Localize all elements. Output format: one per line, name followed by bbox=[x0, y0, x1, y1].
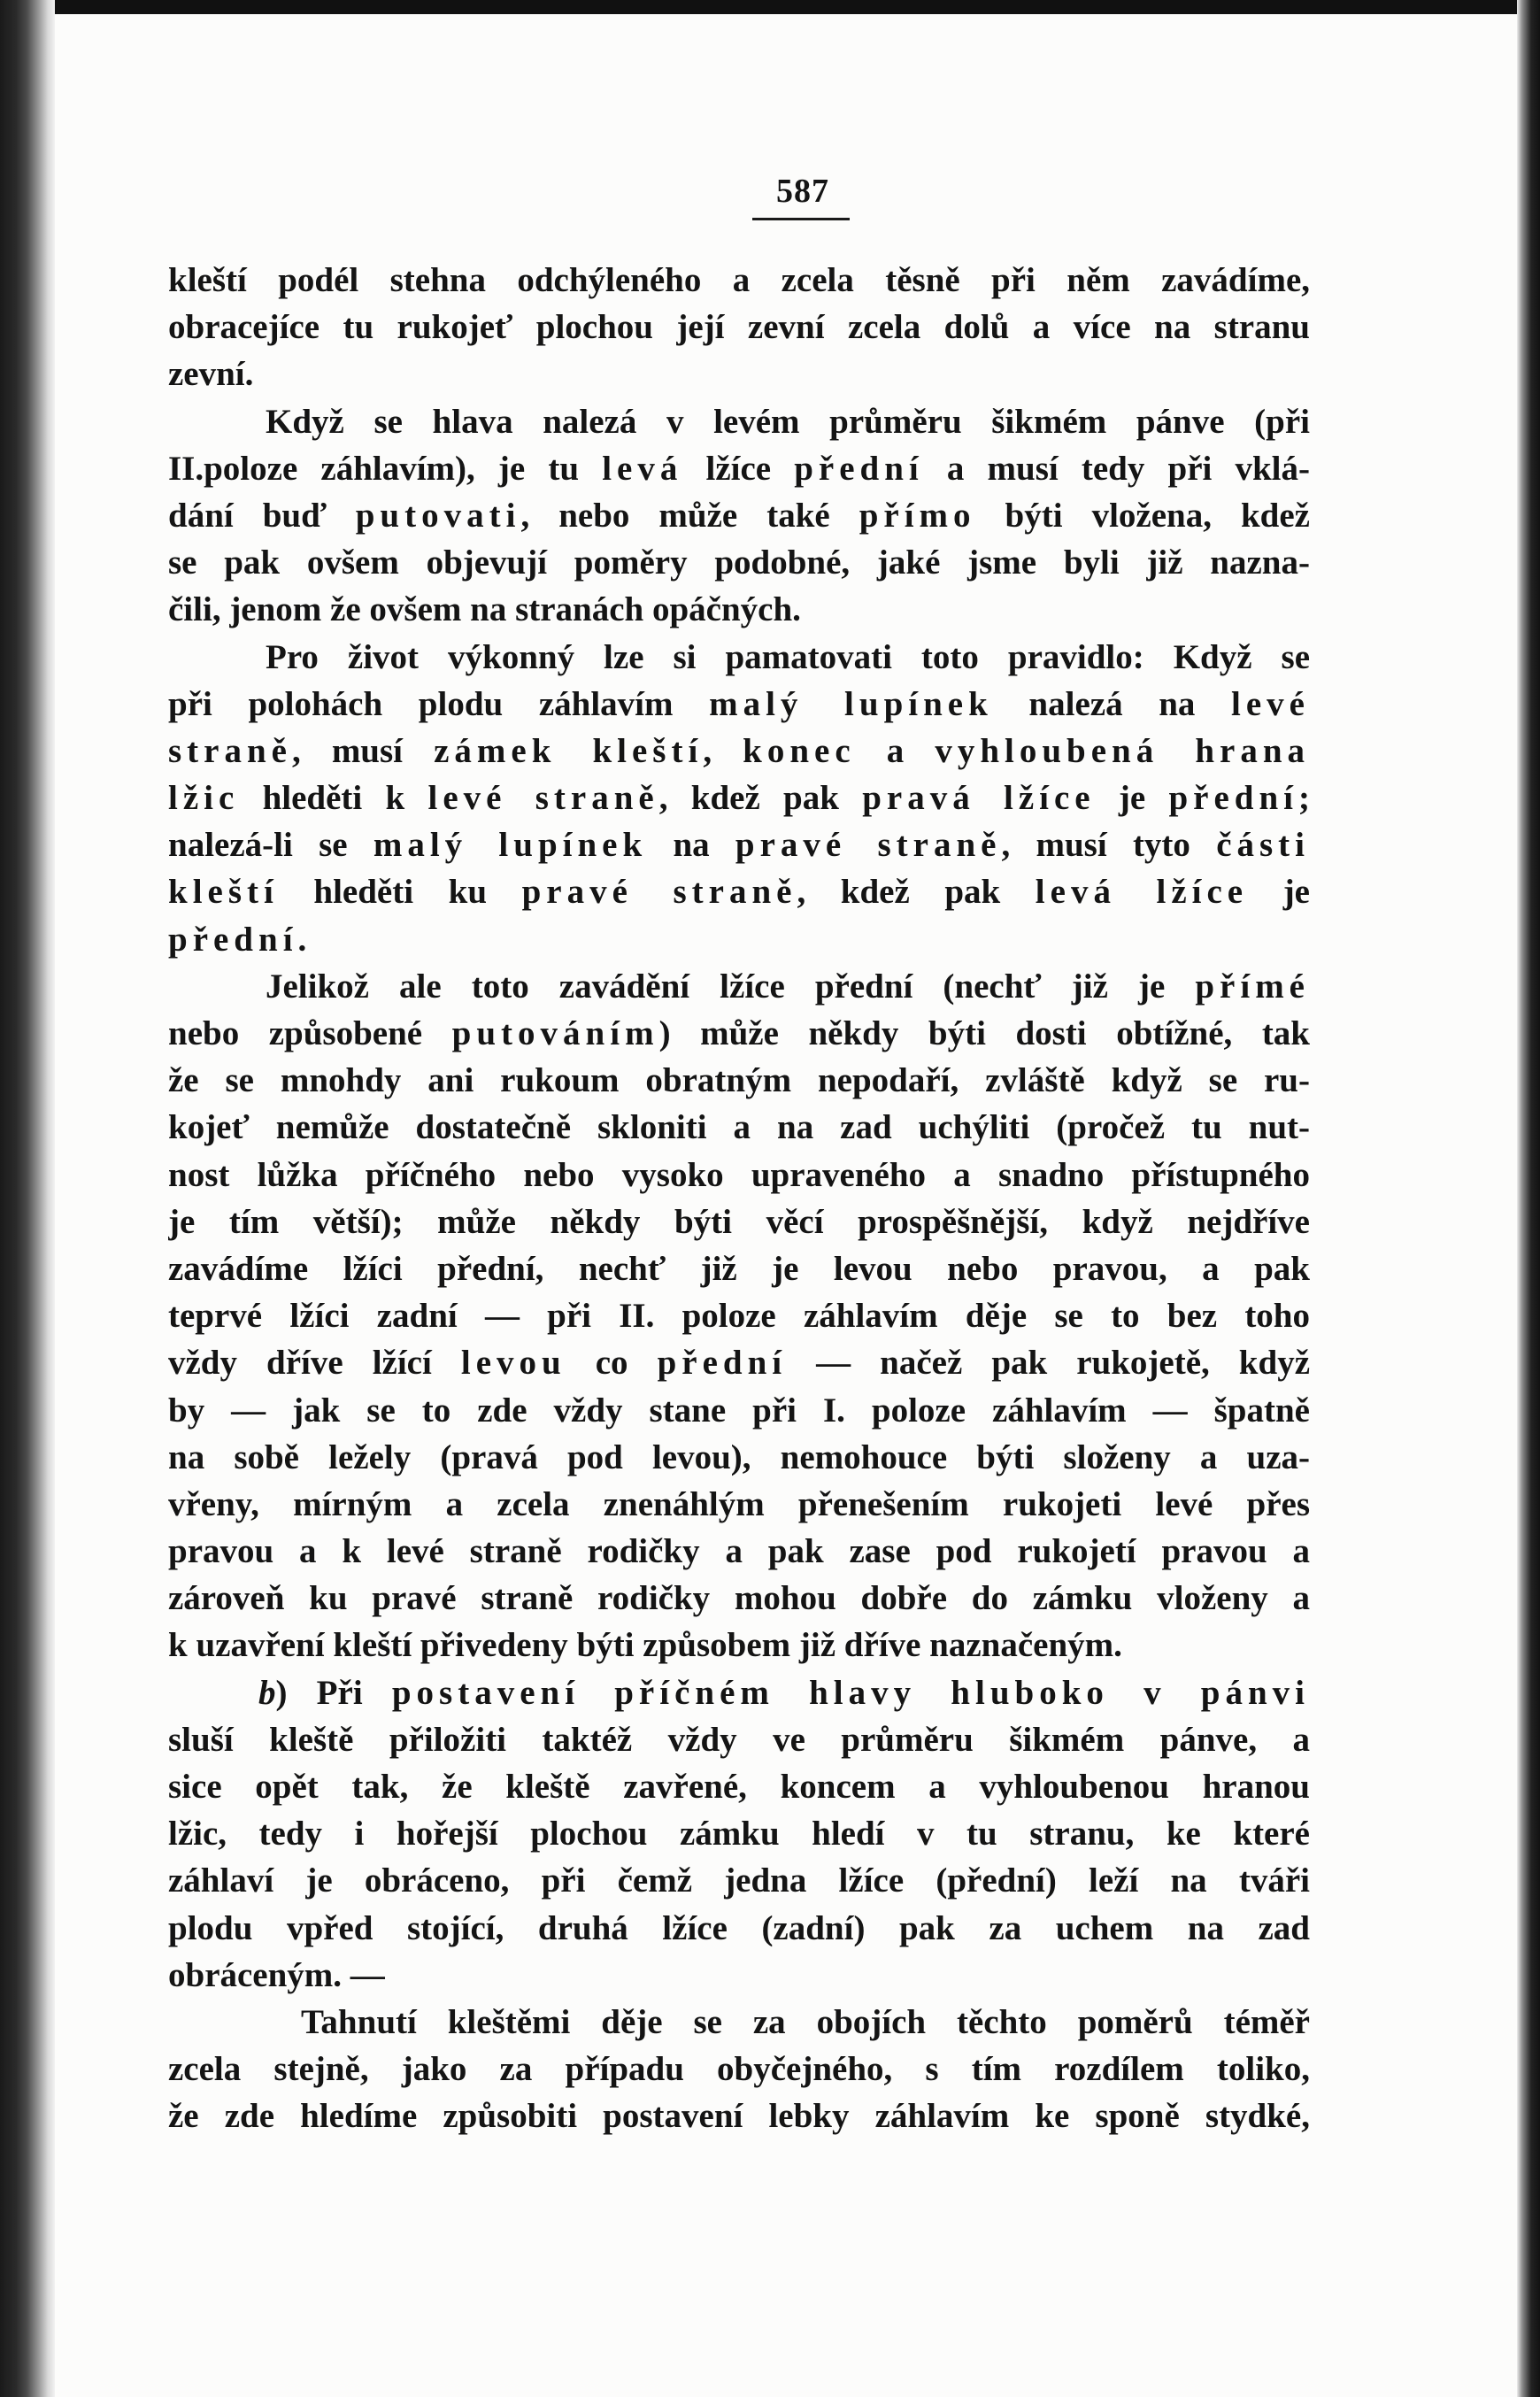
text-run: kleští podél stehna odchýleného a zcela těsně při něm zavádíme, bbox=[168, 261, 1310, 299]
text-line bbox=[168, 1104, 1310, 1151]
text-run: že zde hledíme způsobiti postavení lebky záhlavím ke sponě stydké, bbox=[168, 2097, 1310, 2136]
text-run: co bbox=[566, 1344, 658, 1383]
text-run: teprvé lžíci zadní — při II. poloze záhlavím děje se to bez toho bbox=[168, 1297, 1310, 1336]
text-run: čili, jenom že ovšem na stranách opáčných. bbox=[168, 590, 801, 629]
text-line bbox=[168, 257, 1310, 304]
text-run: nost lůžka příčného nebo vysoko upraveného a snadno přístupného bbox=[168, 1155, 1310, 1194]
spaced-emphasis-text: putovati bbox=[355, 496, 521, 535]
spaced-emphasis-text: zámek kleští bbox=[434, 731, 704, 770]
text-run: , kdež pak bbox=[797, 873, 1036, 912]
text-line bbox=[168, 1481, 1310, 1528]
text-line bbox=[168, 586, 1310, 633]
text-run: zavádíme lžíci přední, nechť již je levou nebo pravou, a pak bbox=[168, 1249, 1310, 1288]
text-line bbox=[168, 1152, 1310, 1198]
text-run: — načež pak rukojetě, když bbox=[787, 1344, 1310, 1383]
text-line bbox=[168, 681, 1310, 728]
text-line bbox=[168, 1339, 1310, 1386]
spaced-emphasis-text: části bbox=[1216, 826, 1310, 865]
spaced-emphasis-text: levá bbox=[602, 449, 683, 488]
text-line bbox=[168, 1810, 1310, 1857]
spaced-emphasis-text: levou bbox=[460, 1344, 566, 1383]
text-line bbox=[168, 1198, 1310, 1245]
text-run: kojeť nemůže dostatečně skloniti a na zad uchýliti (pročež tu nut- bbox=[168, 1108, 1310, 1147]
text-line bbox=[168, 351, 1310, 397]
text-run: lžíce bbox=[682, 449, 795, 488]
text-line bbox=[168, 1763, 1310, 1810]
text-line bbox=[168, 1292, 1310, 1339]
text-line bbox=[168, 1857, 1310, 1904]
text-line bbox=[168, 1245, 1310, 1292]
text-line bbox=[168, 2046, 1310, 2093]
text-run: ) Při bbox=[275, 1673, 392, 1712]
text-run: dání buď bbox=[168, 496, 356, 535]
text-line bbox=[168, 1952, 1310, 1999]
text-run: a bbox=[855, 731, 936, 770]
spaced-emphasis-text: pravá lžíce bbox=[862, 779, 1096, 818]
spaced-emphasis-text: přímé bbox=[1195, 967, 1310, 1006]
spaced-emphasis-text: malý lupínek bbox=[709, 684, 993, 723]
text-line bbox=[168, 868, 1310, 915]
text-line bbox=[168, 1434, 1310, 1481]
body-text bbox=[168, 257, 1310, 2140]
page-number-underline bbox=[752, 218, 850, 220]
spaced-emphasis-text: levá lžíce bbox=[1035, 873, 1249, 912]
text-run: záhlaví je obráceno, při čemž jedna lžíce (přední) leží na tváři bbox=[168, 1861, 1310, 1900]
text-run: obracejíce tu rukojeť plochou její zevní zcela dolů a více na stranu bbox=[168, 308, 1310, 347]
text-run: Jelikož ale toto zavádění lžíce přední (nechť již je bbox=[266, 967, 1196, 1006]
scan-edge-top bbox=[0, 0, 1540, 14]
text-run: . bbox=[297, 920, 307, 959]
text-line bbox=[168, 1575, 1310, 1622]
text-line bbox=[168, 821, 1310, 868]
text-line bbox=[168, 2093, 1310, 2139]
text-line bbox=[168, 916, 1310, 963]
text-run: pravou a k levé straně rodičky a pak zase pod rukojetí pravou a bbox=[168, 1532, 1310, 1571]
scan-edge-right bbox=[1517, 0, 1540, 2397]
text-run: Tahnutí kleštěmi děje se za obojích těchto poměrů téměř bbox=[301, 2002, 1310, 2041]
scan-edge-left bbox=[0, 0, 55, 2397]
spaced-emphasis-text: přední bbox=[657, 1344, 788, 1383]
text-run: zevní. bbox=[168, 355, 254, 394]
spaced-emphasis-text: straně bbox=[168, 731, 292, 770]
italic-text: b bbox=[258, 1673, 276, 1712]
text-line bbox=[168, 445, 1310, 492]
text-run: na sobě ležely (pravá pod levou), nemohouce býti složeny a uza- bbox=[168, 1437, 1310, 1476]
text-run: lžic, tedy i hořejší plochou zámku hledí v tu stranu, ke které bbox=[168, 1815, 1310, 1854]
text-line bbox=[168, 1905, 1310, 1952]
text-run: sice opět tak, že kleště zavřené, koncem a vyhloubenou hranou bbox=[168, 1768, 1310, 1806]
text-run: na bbox=[647, 826, 735, 865]
text-run: je bbox=[1095, 779, 1169, 818]
text-run: je bbox=[1248, 873, 1310, 912]
text-line bbox=[168, 398, 1310, 445]
text-run: při polohách plodu záhlavím bbox=[168, 684, 710, 723]
text-run: , kdež pak bbox=[658, 779, 863, 818]
spaced-emphasis-text: kleští bbox=[168, 873, 279, 912]
text-run: vřeny, mírným a zcela znenáhlým přenešením rukojeti levé přes bbox=[168, 1484, 1310, 1523]
text-run: by — jak se to zde vždy stane při I. poloze záhlavím — špatně bbox=[168, 1391, 1310, 1430]
text-run: sluší kleště přiložiti taktéž vždy ve průměru šikmém pánve, a bbox=[168, 1720, 1310, 1759]
text-line bbox=[168, 1010, 1310, 1057]
text-run: ; bbox=[1298, 779, 1310, 818]
text-line bbox=[168, 304, 1310, 351]
spaced-emphasis-text: pravé straně bbox=[521, 873, 797, 912]
spaced-emphasis-text: putováním bbox=[451, 1014, 659, 1052]
spaced-emphasis-text: přední bbox=[168, 920, 298, 959]
text-run: Když se hlava nalezá v levém průměru šikmém pánve (při bbox=[266, 402, 1310, 441]
text-run: nalezá-li se bbox=[168, 826, 373, 865]
text-run: že se mnohdy ani rukoum obratným nepodaří, zvláště když se ru- bbox=[168, 1061, 1310, 1100]
text-run: vždy dříve lžící bbox=[168, 1344, 461, 1383]
text-run: a musí tedy při vklá- bbox=[923, 449, 1310, 488]
text-run: býti vložena, kdež bbox=[975, 496, 1310, 535]
spaced-emphasis-text: postavení příčném hlavy hluboko v pánvi bbox=[391, 1673, 1310, 1712]
text-run: hleděti ku bbox=[278, 873, 522, 912]
text-run: , nebo může také bbox=[520, 496, 859, 535]
text-run: zcela stejně, jako za případu obyčejného, s tím rozdílem toliko, bbox=[168, 2050, 1310, 2089]
text-line bbox=[168, 1622, 1310, 1669]
spaced-emphasis-text: malý lupínek bbox=[373, 826, 648, 865]
text-run: hleděti k bbox=[239, 779, 428, 818]
spaced-emphasis-text: přímo bbox=[859, 496, 976, 535]
spaced-emphasis-text: levé bbox=[1231, 684, 1310, 723]
text-run: je tím větší); může někdy býti věcí prospěšnější, když nejdříve bbox=[168, 1202, 1310, 1241]
text-line bbox=[168, 1528, 1310, 1575]
spaced-emphasis-text: levé straně bbox=[427, 779, 659, 818]
text-line bbox=[168, 1387, 1310, 1434]
text-run: II.poloze záhlavím), je tu bbox=[168, 449, 603, 488]
text-run: nebo způsobené bbox=[168, 1014, 452, 1052]
text-line bbox=[168, 1999, 1310, 2046]
text-line bbox=[168, 492, 1310, 539]
text-run: nalezá na bbox=[992, 684, 1232, 723]
text-run: , bbox=[703, 731, 743, 770]
text-run: , musí tyto bbox=[1001, 826, 1217, 865]
text-run: obráceným. — bbox=[168, 1955, 385, 1994]
text-line bbox=[168, 1057, 1310, 1104]
text-line bbox=[168, 775, 1310, 821]
text-line bbox=[168, 1716, 1310, 1763]
text-run: se pak ovšem objevují poměry podobné, jaké jsme byli již nazna- bbox=[168, 543, 1310, 582]
text-line bbox=[168, 1669, 1310, 1716]
text-line bbox=[168, 963, 1310, 1010]
page-number: 587 bbox=[776, 173, 829, 210]
spaced-emphasis-text: přední bbox=[1168, 779, 1298, 818]
text-run: zároveň ku pravé straně rodičky mohou dobře do zámku vloženy a bbox=[168, 1579, 1310, 1618]
text-run: k uzavření kleští přivedeny býti způsobem již dříve naznačeným. bbox=[168, 1626, 1122, 1665]
text-line bbox=[168, 728, 1310, 775]
spaced-emphasis-text: lžic bbox=[168, 779, 240, 818]
text-line bbox=[168, 634, 1310, 681]
text-run: , musí bbox=[291, 731, 435, 770]
spaced-emphasis-text: pravé straně bbox=[735, 826, 1002, 865]
spaced-emphasis-text: přední bbox=[794, 449, 924, 488]
text-run: plodu vpřed stojící, druhá lžíce (zadní) pak za uchem na zad bbox=[168, 1908, 1310, 1947]
text-line bbox=[168, 539, 1310, 586]
text-run: ) může někdy býti dosti obtížné, tak bbox=[658, 1014, 1310, 1052]
spaced-emphasis-text: konec bbox=[743, 731, 856, 770]
spaced-emphasis-text: vyhloubená hrana bbox=[935, 731, 1310, 770]
text-run: Pro život výkonný lze si pamatovati toto pravidlo: Když se bbox=[266, 637, 1310, 676]
